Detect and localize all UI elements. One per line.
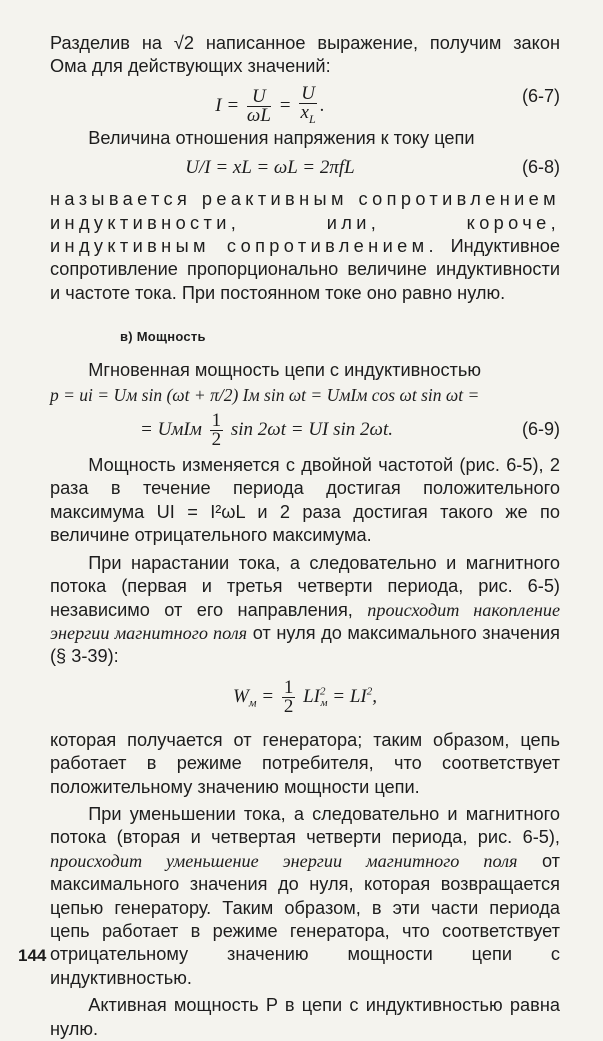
section-heading: в) Мощность xyxy=(120,329,206,345)
paragraph-8: При уменьшении тока, а следовательно и магнитного потока (вторая и четвертая четверти периода, рис. 6-5), происходит уменьшение энергии магнитного поля от максимального значения до нуля, которая возвращается цепью генератору. Таким образом, в эти части периода цепь работает в режиме генератора, что соответствует отрицательному значению мощности цепи с индуктивностью. xyxy=(50,803,560,988)
paragraph-2: Величина отношения напряжения к току цепи xyxy=(88,127,475,148)
equation-6-8: U/I = xL = ωL = 2πfL (6-8) xyxy=(185,157,560,179)
paragraph-9: Активная мощность P в цепи с индуктивностью равна нулю. xyxy=(50,995,560,1039)
equation-label: (6-8) xyxy=(521,157,560,178)
paragraph-5: Мощность изменяется с двойной частотой (рис. 6-5), 2 раза в течение периода достигая положительного максимума UI = I²ωL и 2 раза достигая такого же по величине отрицательного максимума. xyxy=(50,455,560,546)
page-number: 144 xyxy=(18,946,47,965)
equation-label: (6-9) xyxy=(521,419,560,440)
paragraph-3: называется реактивным сопротивлением индуктивности, или, короче, индуктивным сопротивлением. Индуктивное сопротивление пропорционально величине индуктивности и частоте тока. При постоянном токе оно равно нулю. xyxy=(50,189,560,303)
paragraph-7: которая получается от генератора; таким образом, цепь работает в режиме потребителя, что соответствует положительному значению мощности цепи. xyxy=(50,729,560,797)
equation-6-9-line1: p = ui = Uм sin (ωt + π/2) Iм sin ωt = UмIм cos ωt sin ωt = xyxy=(50,385,480,406)
paragraph-4: Мгновенная мощность цепи с индуктивностью xyxy=(88,359,481,380)
equation-6-7: I = $\frac{U}{\omega L}$ = $\frac{U}{x_L}$ . (6-7) xyxy=(215,82,560,126)
equation-energy: $W_м$ = $\frac{1}{2}$ $LI^2_м = LI^2$, xyxy=(233,676,377,717)
paragraph-6: При нарастании тока, а следовательно и магнитного потока (первая и третья четверти периода, рис. 6-5) независимо от его направления, происходит накопление энергии магнитного поля от нуля до максимального значения (§ 3-39): xyxy=(50,552,561,667)
equation-label: (6-7) xyxy=(521,85,560,106)
equation-6-9-line2: = UмIм $\frac{1}{2}$ sin 2ωt = UI sin 2ωt. (6-9) xyxy=(140,410,560,451)
page xyxy=(50,32,560,1041)
paragraph-1: Разделив на √2 написанное выражение, получим закон Ома для действующих значений: xyxy=(50,33,560,77)
